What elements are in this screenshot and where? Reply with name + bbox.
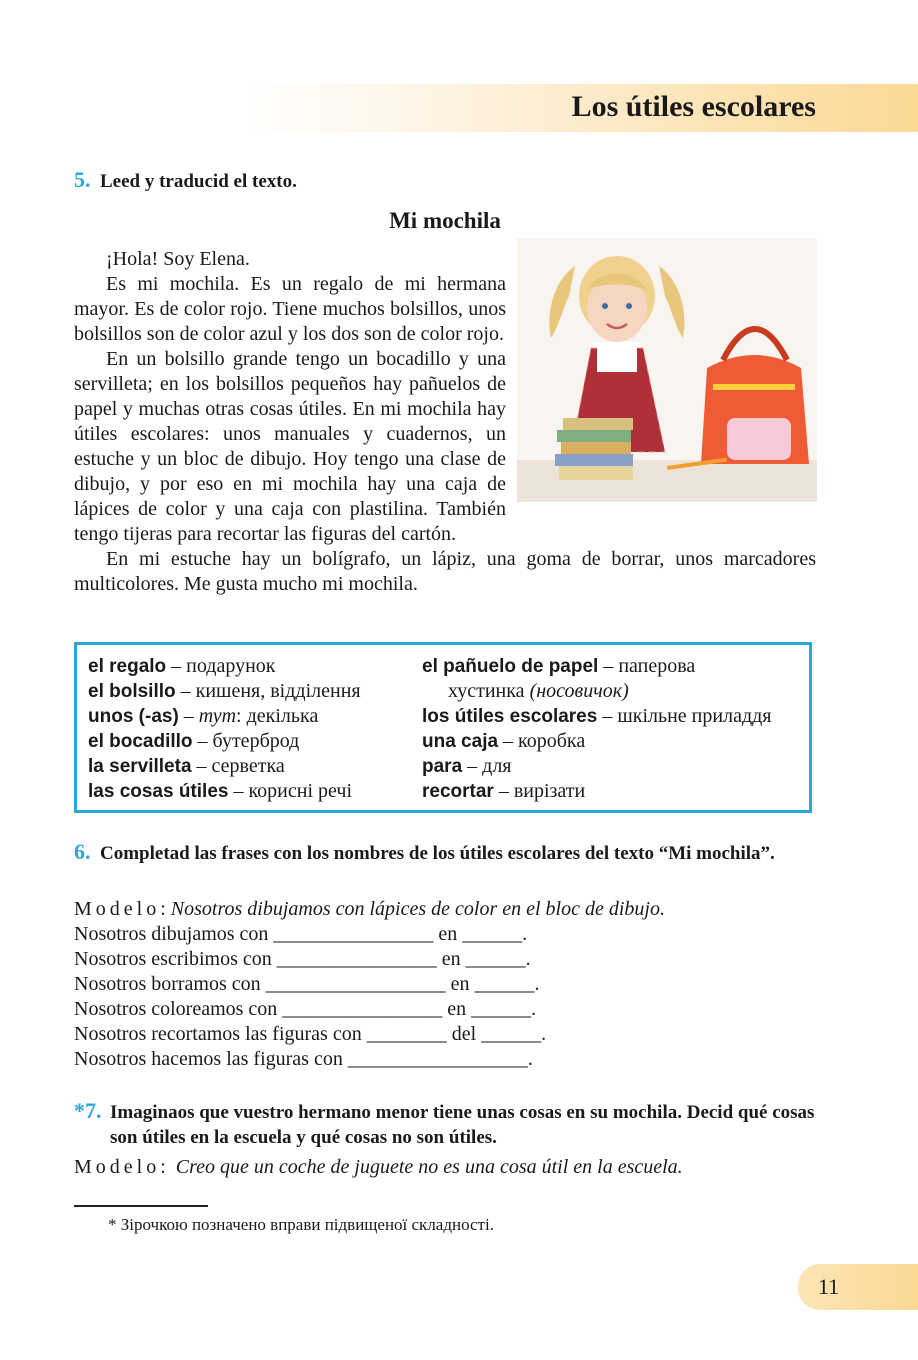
vocab-term: para xyxy=(422,756,463,777)
vocab-term: el bocadillo xyxy=(88,731,193,752)
vocab-entry-continuation xyxy=(422,679,812,704)
exercise-sentence: Nosotros escribimos con ________________ en ______. xyxy=(74,948,531,970)
vocab-translation: – бутерброд xyxy=(192,730,300,752)
vocab-entry xyxy=(422,654,812,679)
model-line: Modelo: Nosotros dibujamos con lápices de color en el bloc de dibujo. xyxy=(74,898,665,920)
photo-illustration xyxy=(517,238,817,502)
vocab-translation: – вирізати xyxy=(493,780,586,802)
task-text: Imaginaos que vuestro hermano menor tiene unas cosas en su mochila. Decid qué cosas son útiles en la escuela y qué cosas no son útiles. xyxy=(110,1102,815,1148)
footnote: * Зірочкою позначено вправи підвищеної складності. xyxy=(108,1215,494,1234)
vocab-translation: – для xyxy=(462,755,512,777)
task-text: Leed y traducid el texto. xyxy=(100,171,297,192)
model-label: Modelo xyxy=(74,1156,161,1178)
vocab-entry xyxy=(422,779,812,804)
vocab-term: la servilleta xyxy=(88,756,192,777)
exercise-sentence: Nosotros hacemos las figuras con __________________. xyxy=(74,1048,533,1070)
vocab-term: el regalo xyxy=(88,656,167,677)
vocab-translation: – паперова xyxy=(598,655,696,677)
vocab-note: (носовичок) xyxy=(529,680,629,702)
vocab-entry xyxy=(422,754,812,779)
vocab-translation: – серветка xyxy=(191,755,285,777)
vocab-term: recortar xyxy=(422,781,494,802)
task-text: Completad las frases con los nombres de los útiles escolares del texto “Mi mochila”. xyxy=(100,843,775,864)
vocab-term: las cosas útiles xyxy=(88,781,229,802)
exercise-sentence: Nosotros recortamos las figuras con ________ del ______. xyxy=(74,1023,547,1045)
vocab-translation: – шкільне приладдя xyxy=(597,705,772,727)
vocab-translation: : декілька xyxy=(236,705,319,727)
vocabulary-left-column xyxy=(88,654,418,804)
task-number: 5. xyxy=(74,167,91,192)
section-title: Los útiles escolares xyxy=(571,90,816,123)
exercise-sentence: Nosotros dibujamos con ________________ en ______. xyxy=(74,923,528,945)
task-7-instruction xyxy=(74,1098,816,1150)
footnote-divider xyxy=(74,1205,208,1207)
text-paragraph: En un bolsillo grande tengo un bocadillo y una servilleta; en los bolsillos pequeños hay pañuelos de papel y muchas otras cosas útiles. En mi mochila hay útiles escolares: unos manuales y cuadernos, un estuche y un bloc de dibujo. Hoy tengo una clase de dibujo, y por eso en mi mochila hay una caja de lápices de color y una caja con plastilina. También tengo tijeras para recortar las figuras del cartón. xyxy=(74,348,506,545)
text-paragraph: En mi estuche hay un bolígrafo, un lápiz, una goma de borrar, unos marcadores multicolores. Me gusta mucho mi mochila. xyxy=(74,548,816,595)
model-text: Creo que un coche de juguete no es una cosa útil en la escuela. xyxy=(175,1156,683,1178)
vocab-term: unos (-as) xyxy=(88,706,179,727)
vocab-term: el pañuelo de papel xyxy=(422,656,599,677)
exercise-sentence: Nosotros borramos con __________________ en ______. xyxy=(74,973,540,995)
text-title: Mi mochila xyxy=(389,208,501,233)
vocab-entry xyxy=(88,654,418,679)
vocab-entry xyxy=(88,779,418,804)
page-number: 11 xyxy=(818,1274,840,1299)
vocab-term: el bolsillo xyxy=(88,681,176,702)
vocab-translation: – кишеня, відділення xyxy=(175,680,361,702)
task-7-model: Modelo: Creo que un coche de juguete no es una cosa útil en la escuela. xyxy=(74,1156,683,1178)
vocab-note: тут xyxy=(198,705,237,727)
vocab-entry xyxy=(88,679,418,704)
task-number: *7. xyxy=(74,1098,102,1123)
vocab-translation: хустинка xyxy=(448,680,530,702)
model-label: Modelo xyxy=(74,898,161,920)
task-6-instruction xyxy=(74,839,816,866)
vocab-dash: – xyxy=(178,705,199,727)
exercise-sentence: Nosotros coloreamos con ________________ en ______. xyxy=(74,998,537,1020)
vocab-entry xyxy=(88,754,418,779)
vocab-entry xyxy=(88,729,418,754)
task-number: 6. xyxy=(74,839,91,864)
task-5-instruction xyxy=(74,167,297,194)
vocab-translation: – коробка xyxy=(498,730,586,752)
vocab-entry xyxy=(422,704,812,729)
vocab-entry xyxy=(422,729,812,754)
page-number-tab xyxy=(798,1264,918,1310)
text-paragraph: Es mi mochila. Es un regalo de mi hermana mayor. Es de color rojo. Tiene muchos bolsillos, unos bolsillos son de color azul y los dos son de color rojo. xyxy=(74,273,506,345)
vocab-translation: – корисні речі xyxy=(228,780,353,802)
task-6-exercise xyxy=(74,897,816,1072)
girl-with-backpack-photo xyxy=(517,238,817,502)
vocabulary-box xyxy=(74,642,812,813)
vocab-term: los útiles escolares xyxy=(422,706,598,727)
model-text: Nosotros dibujamos con lápices de color en el bloc de dibujo. xyxy=(170,898,665,920)
text-paragraph: ¡Hola! Soy Elena. xyxy=(106,248,250,270)
vocab-translation: – подарунок xyxy=(166,655,276,677)
vocabulary-right-column xyxy=(422,654,812,804)
vocab-entry xyxy=(88,704,418,729)
vocab-term: una caja xyxy=(422,731,499,752)
